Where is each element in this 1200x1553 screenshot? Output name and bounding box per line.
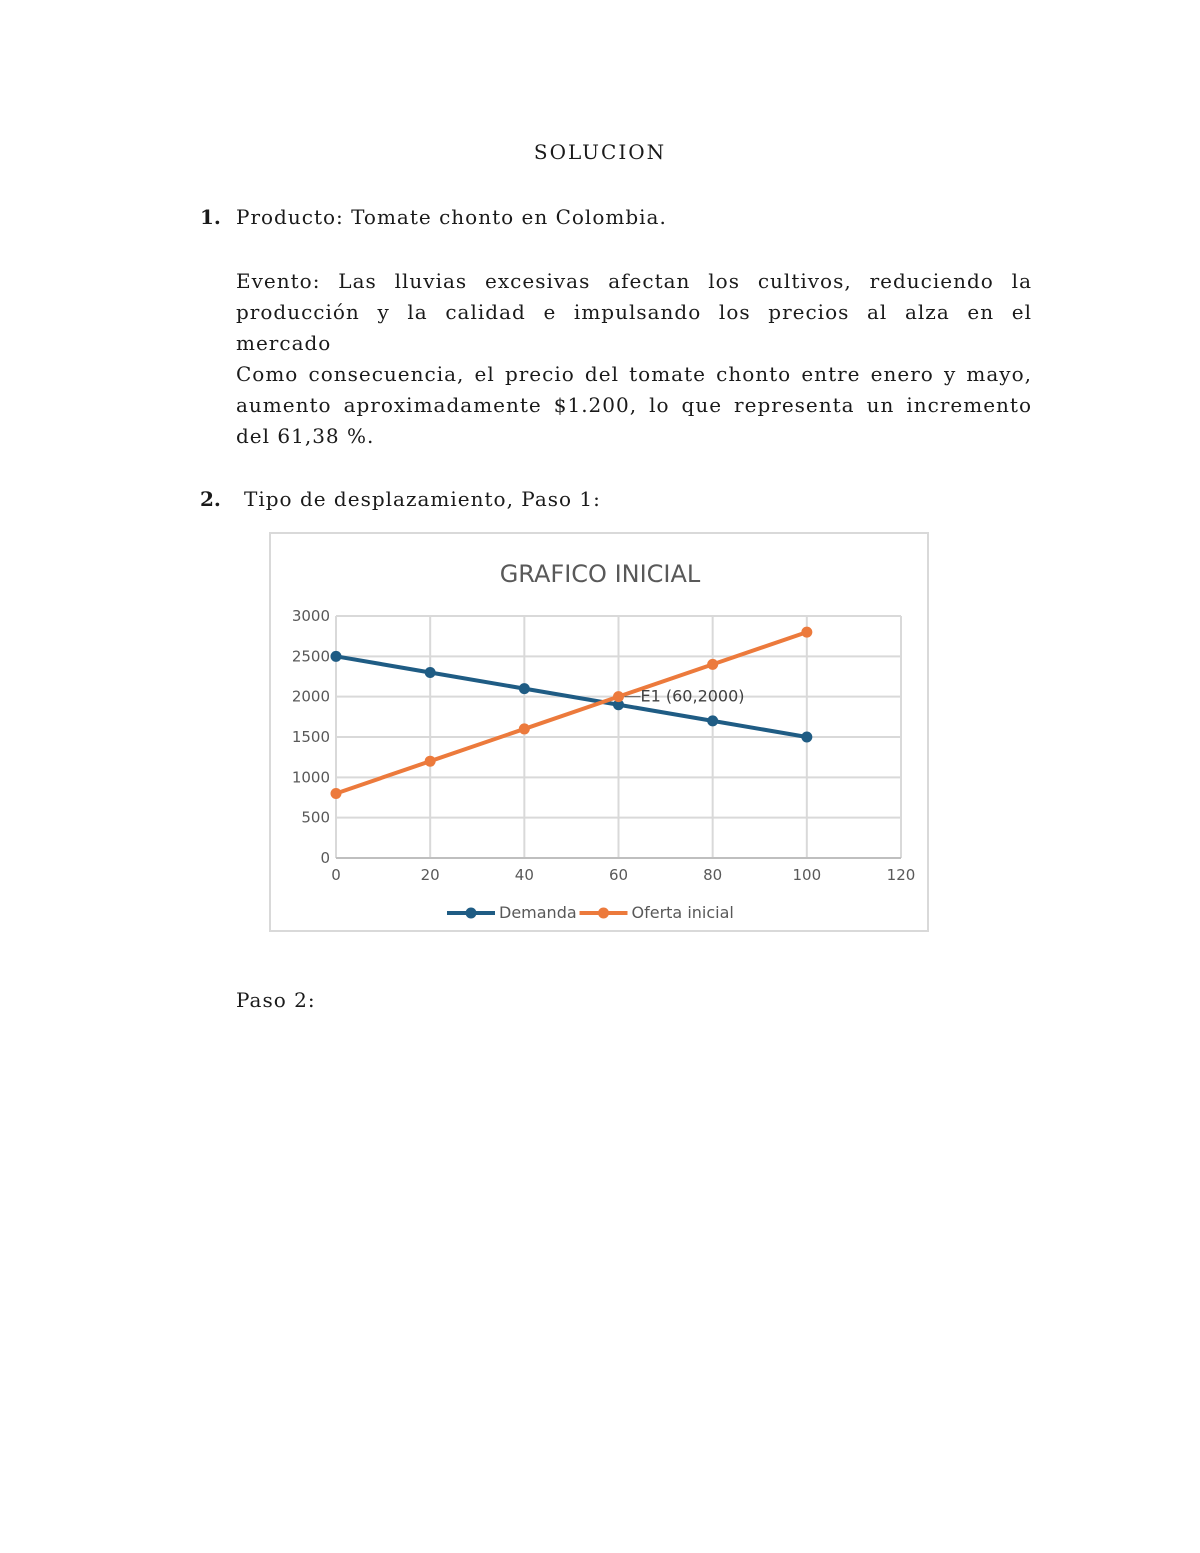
data-point bbox=[331, 651, 342, 662]
item-2-number: 2. bbox=[200, 487, 221, 511]
data-point bbox=[801, 627, 812, 638]
event-line: aumento aproximadamente $1.200, lo que representa un incremento bbox=[236, 393, 1032, 417]
y-tick-label: 500 bbox=[301, 808, 330, 827]
x-tick-label: 100 bbox=[792, 866, 822, 884]
y-tick-label: 2000 bbox=[291, 687, 330, 706]
event-line: Como consecuencia, el precio del tomate chonto entre enero y mayo, bbox=[236, 362, 1032, 386]
data-point bbox=[613, 691, 624, 702]
y-tick-label: 2500 bbox=[291, 647, 330, 666]
annotation-label: E1 (60,2000) bbox=[640, 686, 745, 706]
item-1-number: 1. bbox=[200, 205, 221, 229]
data-point bbox=[801, 732, 812, 743]
legend-swatch-marker bbox=[598, 908, 609, 919]
item-1-event-paragraph bbox=[236, 266, 1032, 452]
y-tick-label: 1500 bbox=[291, 728, 330, 746]
y-tick-label: 0 bbox=[320, 849, 330, 867]
paso-2-label: Paso 2: bbox=[236, 988, 316, 1012]
legend-label: Oferta inicial bbox=[631, 903, 734, 922]
data-point bbox=[331, 788, 342, 799]
event-line: del 61,38 %. bbox=[236, 424, 375, 448]
y-tick-label: 3000 bbox=[291, 607, 330, 625]
legend-label: Demanda bbox=[499, 903, 577, 922]
x-tick-label: 80 bbox=[703, 866, 723, 884]
document-title: SOLUCION bbox=[533, 140, 667, 164]
item-1-product: Producto: Tomate chonto en Colombia. bbox=[236, 205, 667, 229]
x-tick-label: 40 bbox=[514, 866, 534, 884]
item-2-text: Tipo de desplazamiento, Paso 1: bbox=[244, 487, 601, 511]
data-point bbox=[519, 723, 530, 734]
x-tick-label: 60 bbox=[608, 866, 629, 884]
x-tick-label: 20 bbox=[420, 866, 440, 884]
y-tick-label: 1000 bbox=[291, 768, 330, 787]
data-point bbox=[707, 659, 718, 670]
data-point bbox=[425, 756, 436, 767]
line-chart bbox=[271, 534, 927, 930]
data-point bbox=[519, 683, 530, 694]
event-line: Evento: Las lluvias excesivas afectan los cultivos, reduciendo la bbox=[236, 269, 1032, 293]
event-line: mercado bbox=[236, 331, 332, 355]
data-point bbox=[707, 715, 718, 726]
x-tick-label: 120 bbox=[886, 866, 916, 884]
data-point bbox=[425, 667, 436, 678]
legend-swatch-marker bbox=[466, 908, 477, 919]
chart-container bbox=[269, 532, 929, 932]
x-tick-label: 0 bbox=[331, 866, 341, 884]
chart-title: GRAFICO INICIAL bbox=[499, 560, 701, 588]
event-line: producción y la calidad e impulsando los precios al alza en el bbox=[236, 300, 1032, 324]
